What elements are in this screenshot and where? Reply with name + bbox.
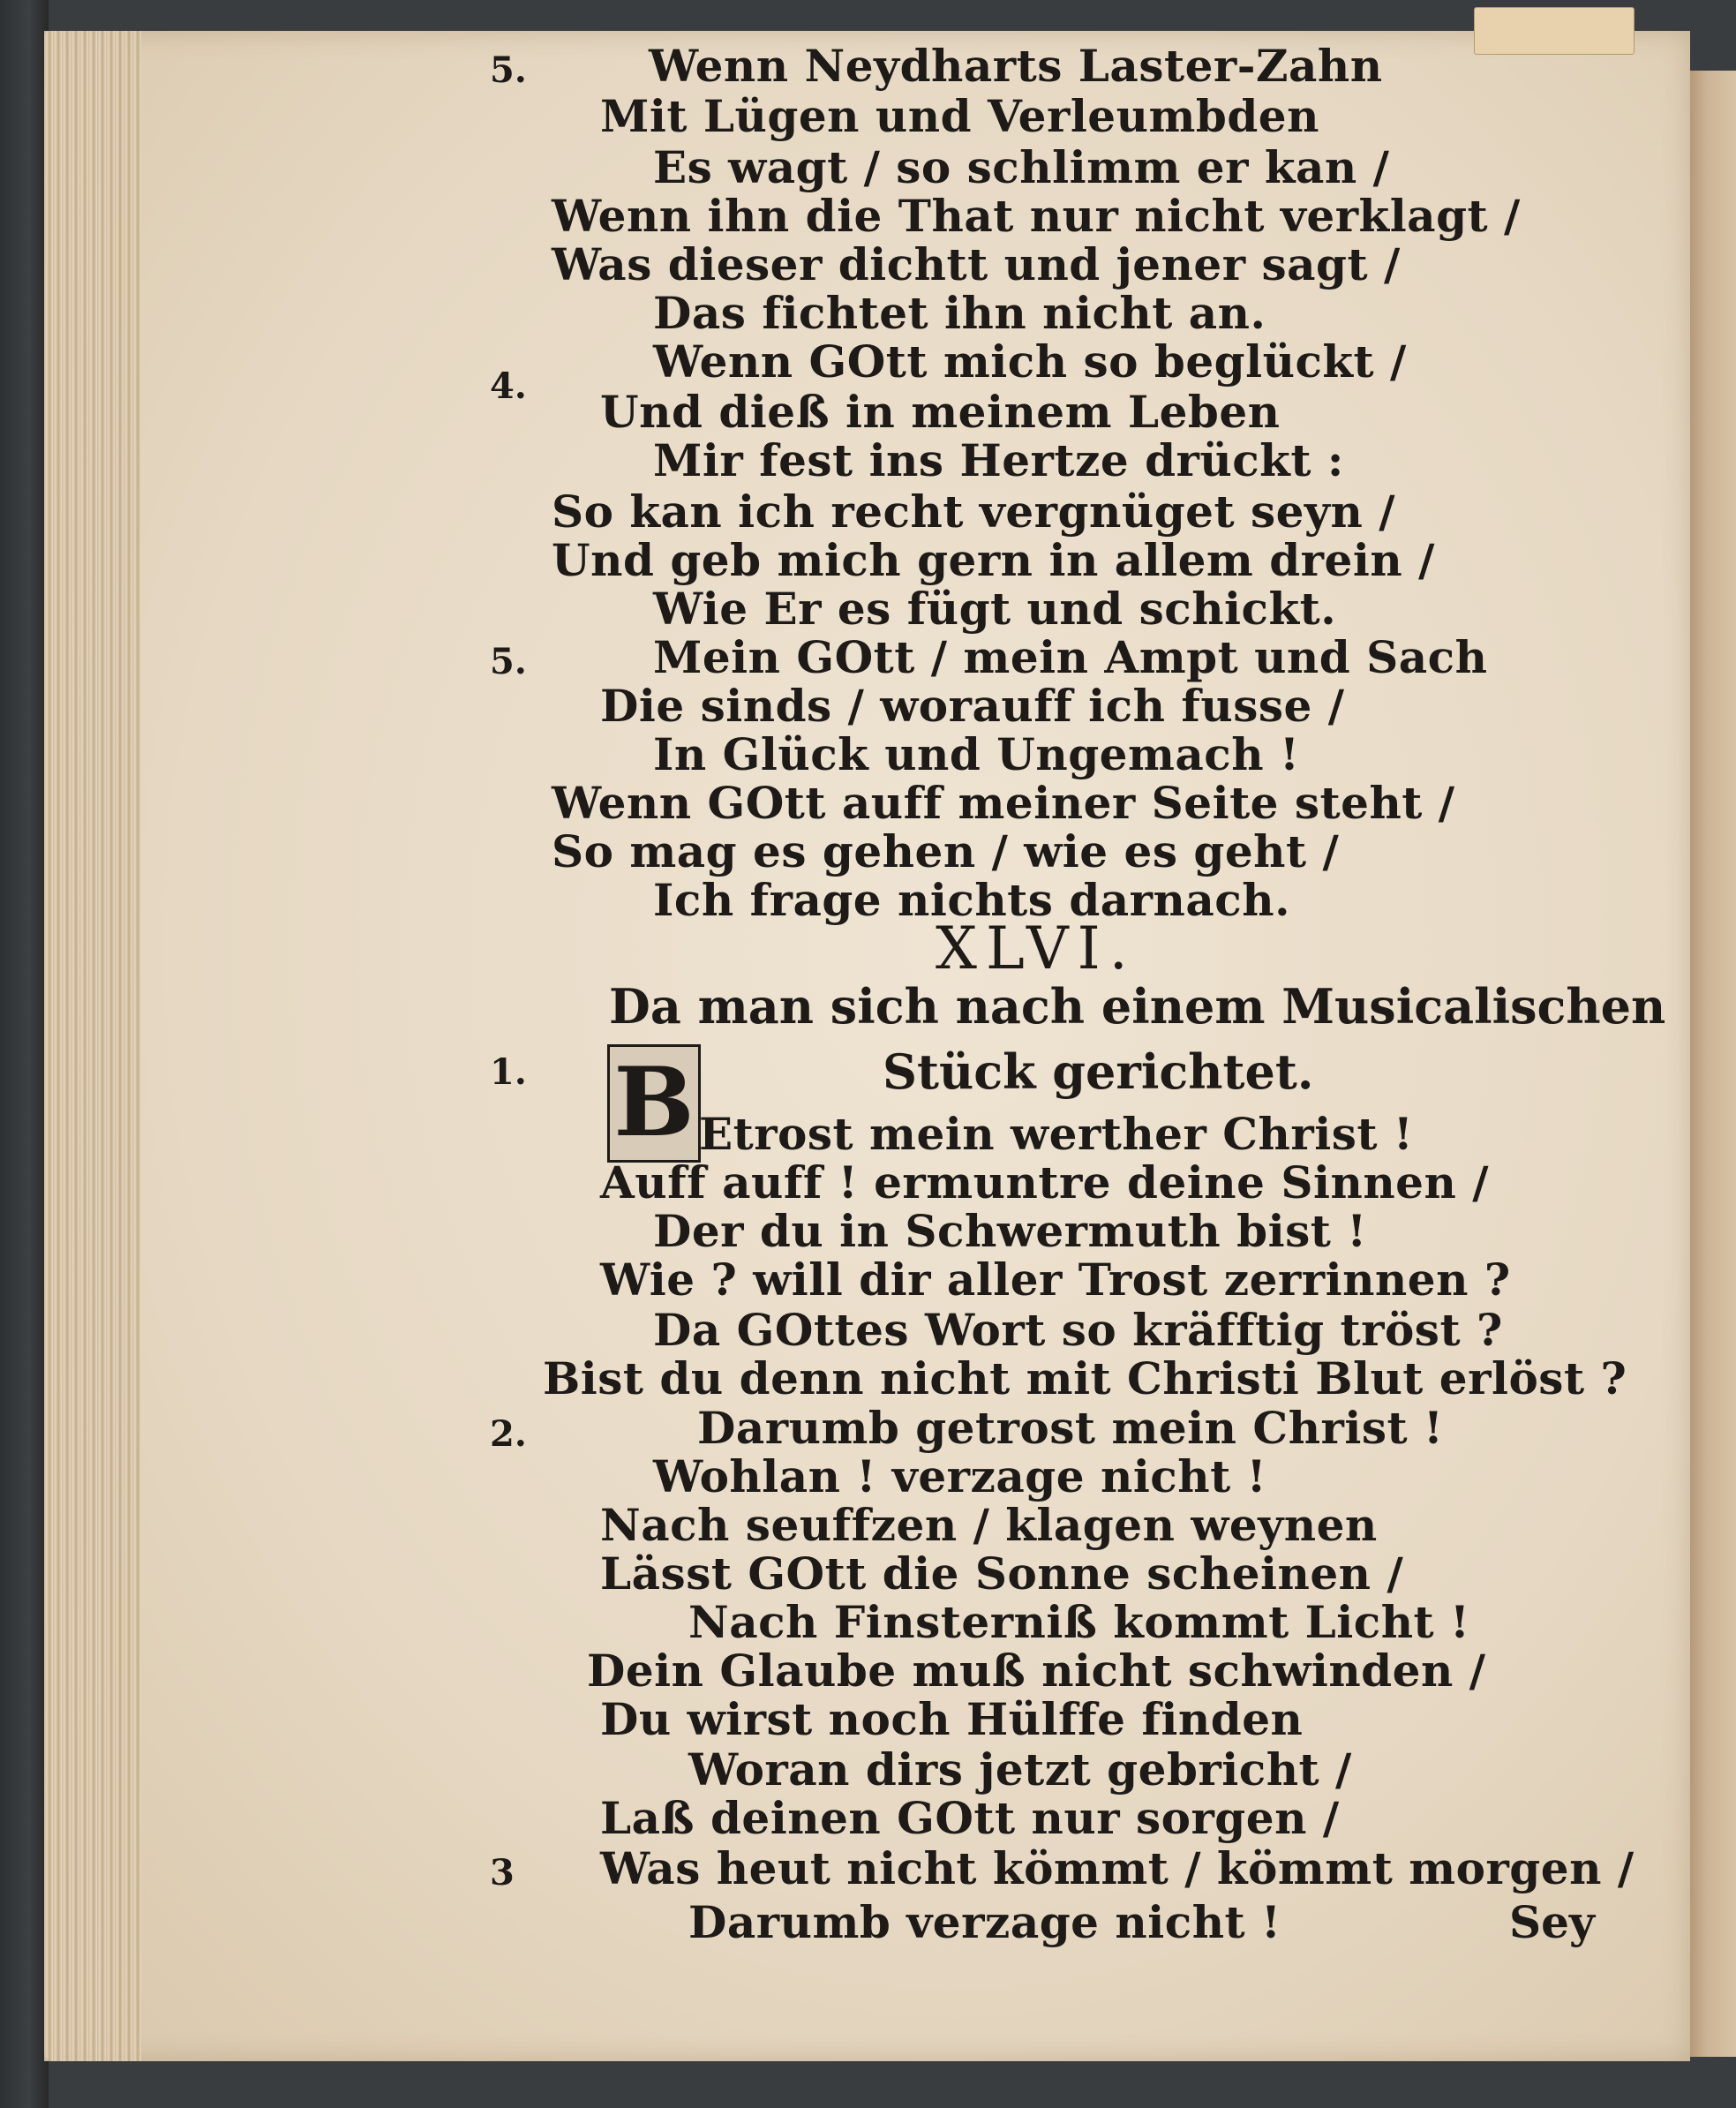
song-line: Lässt GOtt die Sonne scheinen / (600, 1547, 1404, 1600)
poem-line: Mit Lügen und Verleumbden (600, 90, 1319, 142)
section-title: Stück gerichtet. (883, 1043, 1314, 1100)
song-line: Du wirst noch Hülffe finden (600, 1693, 1304, 1745)
poem-line: Wenn GOtt mich so beglückt / (653, 335, 1407, 388)
verse-number: 1. (490, 1051, 527, 1093)
song-line: Was heut nicht kömmt / kömmt morgen / (600, 1842, 1635, 1894)
song-line: Darumb verzage nicht ! (688, 1896, 1281, 1948)
drop-cap-initial: B (607, 1044, 701, 1163)
paper-tab (1474, 7, 1635, 55)
verse-number: 2. (490, 1413, 527, 1455)
section-title: Da man sich nach einem Musicalischen (609, 978, 1666, 1035)
song-line: Wie ? will dir aller Trost zerrinnen ? (600, 1254, 1511, 1306)
song-line: Nach seuffzen / klagen weynen (600, 1499, 1378, 1551)
poem-line: Mir fest ins Hertze drückt : (653, 434, 1344, 486)
poem-line: Und geb mich gern in allem drein / (552, 534, 1435, 586)
poem-line: So kan ich recht vergnüget seyn / (552, 486, 1396, 538)
song-line: Da GOttes Wort so kräfftig tröst ? (653, 1304, 1503, 1356)
verse-number: 3 (490, 1852, 515, 1893)
poem-line: Wenn GOtt auff meiner Seite steht / (552, 777, 1455, 829)
poem-line: So mag es gehen / wie es geht / (552, 825, 1340, 877)
verse-number: 4. (490, 365, 527, 407)
verse-number: 5. (490, 49, 527, 91)
song-line: Laß deinen GOtt nur sorgen / (600, 1792, 1340, 1844)
poem-line: Mein GOtt / mein Ampt und Sach (653, 631, 1488, 683)
poem-line: Ich frage nichts darnach. (653, 874, 1290, 926)
song-line: Wohlan ! verzage nicht ! (653, 1450, 1267, 1502)
song-line: Auff auff ! ermuntre deine Sinnen / (600, 1156, 1490, 1208)
poem-line: Das fichtet ihn nicht an. (653, 287, 1266, 339)
poem-line: Es wagt / so schlimm er kan / (653, 141, 1390, 193)
book-spine (0, 0, 49, 2108)
song-line: Woran dirs jetzt gebricht / (688, 1743, 1352, 1796)
verse-number: 5. (490, 641, 527, 682)
song-line: Der du in Schwermuth bist ! (653, 1205, 1367, 1257)
poem-line: Was dieser dichtt und jener sagt / (552, 238, 1401, 290)
song-line: Etrost mein werther Christ ! (699, 1108, 1414, 1160)
catchword: Sey (1509, 1896, 1595, 1948)
song-line: Dein Glaube muß nicht schwinden / (587, 1645, 1486, 1697)
song-line: Darumb getrost mein Christ ! (697, 1402, 1444, 1454)
poem-line: Wie Er es fügt und schickt. (653, 583, 1337, 635)
page-edges (44, 31, 141, 2061)
section-number: XLVI. (936, 915, 1137, 982)
poem-line: Die sinds / worauff ich fusse / (600, 680, 1345, 732)
song-line: Nach Finsterniß kommt Licht ! (688, 1596, 1470, 1648)
poem-line: Wenn ihn die That nur nicht verklagt / (552, 190, 1521, 242)
poem-line: Wenn Neydharts Laster-Zahn (649, 40, 1383, 92)
next-page-edge (1690, 71, 1736, 2057)
poem-line: Und dieß in meinem Leben (600, 386, 1281, 438)
song-line: Bist du denn nicht mit Christi Blut erlöst ? (543, 1352, 1627, 1404)
poem-line: In Glück und Ungemach ! (653, 728, 1300, 780)
